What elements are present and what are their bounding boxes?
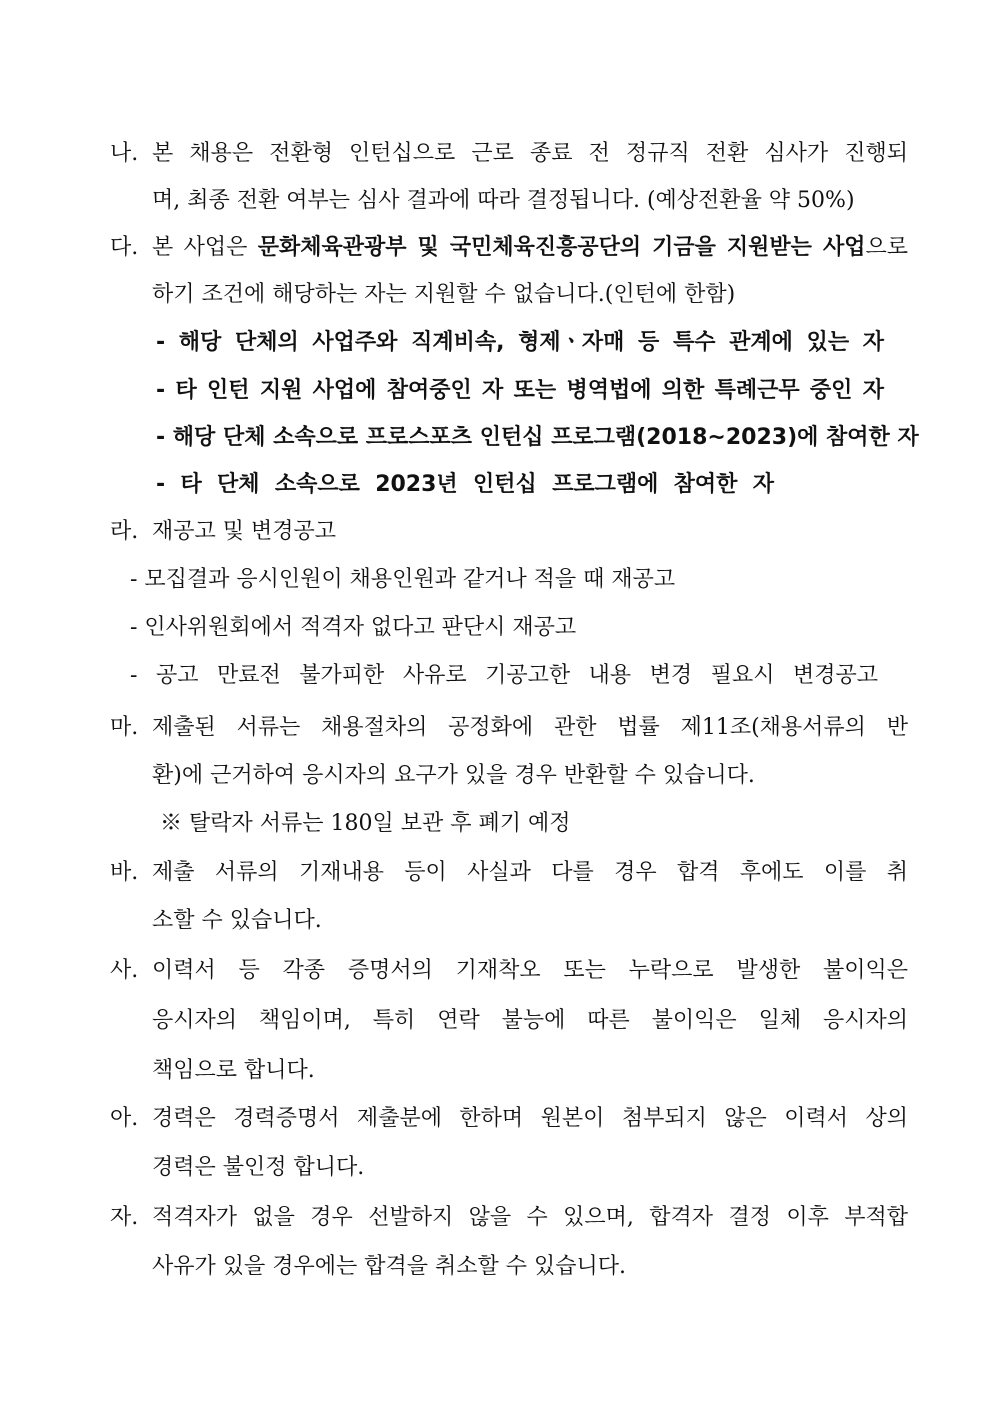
section-marker: 사.: [110, 958, 139, 983]
paragraph-line: 적격자가 없을 경우 선발하지 않을 수 있으며, 합격자 결정 이후 부적합: [152, 1205, 908, 1230]
paragraph-line: 소할 수 있습니다.: [152, 908, 322, 933]
paragraph-line: 사유가 있을 경우에는 합격을 취소할 수 있습니다.: [152, 1254, 626, 1279]
paragraph-line: 응시자의 책임이며, 특히 연락 불능에 따른 불이익은 일체 응시자의: [152, 1008, 908, 1033]
section-marker: 아.: [110, 1106, 139, 1131]
paragraph-line: 며, 최종 전환 여부는 심사 결과에 따라 결정됩니다. (예상전환율 약 50%): [152, 188, 855, 213]
section-marker: 바.: [110, 860, 139, 885]
paragraph-line: 제출 서류의 기재내용 등이 사실과 다를 경우 합격 후에도 이를 취: [152, 860, 908, 885]
note-text: ※ 탈락자 서류는 180일 보관 후 폐기 예정: [160, 811, 571, 836]
paragraph-line: 제출된 서류는 채용절차의 공정화에 관한 법률 제11조(채용서류의 반: [152, 715, 908, 740]
paragraph-line: 경력은 경력증명서 제출분에 한하며 원본이 첨부되지 않은 이력서 상의: [152, 1106, 908, 1131]
paragraph-text: 으로: [865, 235, 908, 260]
list-item: - 해당 단체 소속으로 프로스포츠 인턴십 프로그램(2018~2023)에 참여한 자: [156, 425, 919, 450]
paragraph-line: 이력서 등 각종 증명서의 기재착오 또는 누락으로 발생한 불이익은: [152, 958, 908, 983]
section-marker: 마.: [110, 715, 139, 740]
section-marker: 라.: [110, 519, 139, 544]
paragraph-line: 환)에 근거하여 응시자의 요구가 있을 경우 반환할 수 있습니다.: [152, 763, 755, 788]
list-item: - 모집결과 응시인원이 채용인원과 같거나 적을 때 재공고: [130, 567, 676, 592]
paragraph-line: 본 채용은 전환형 인턴십으로 근로 종료 전 정규직 전환 심사가 진행되: [152, 141, 908, 166]
list-item: - 해당 단체의 사업주와 직계비속, 형제ㆍ자매 등 특수 관계에 있는 자: [156, 330, 884, 355]
paragraph-text: 본 사업은: [152, 235, 258, 260]
paragraph-line: 경력은 불인정 합니다.: [152, 1155, 365, 1180]
list-item: - 타 단체 소속으로 2023년 인턴십 프로그램에 참여한 자: [156, 472, 774, 497]
paragraph-line: [152, 233, 908, 263]
paragraph-line: 책임으로 합니다.: [152, 1058, 315, 1083]
paragraph-line: 하기 조건에 해당하는 자는 지원할 수 없습니다.(인턴에 한함): [152, 282, 736, 307]
section-marker: 나.: [110, 141, 139, 166]
section-marker: 자.: [110, 1205, 139, 1230]
emphasized-text: 문화체육관광부 및 국민체육진흥공단의 기금을 지원받는 사업: [257, 235, 866, 260]
section-marker: 다.: [110, 235, 139, 260]
section-title: 재공고 및 변경공고: [152, 519, 337, 544]
list-item: - 타 인턴 지원 사업에 참여중인 자 또는 병역법에 의한 특례근무 중인 자: [156, 378, 884, 403]
list-item: - 인사위원회에서 적격자 없다고 판단시 재공고: [130, 615, 577, 640]
list-item: - 공고 만료전 불가피한 사유로 기공고한 내용 변경 필요시 변경공고: [130, 663, 878, 688]
